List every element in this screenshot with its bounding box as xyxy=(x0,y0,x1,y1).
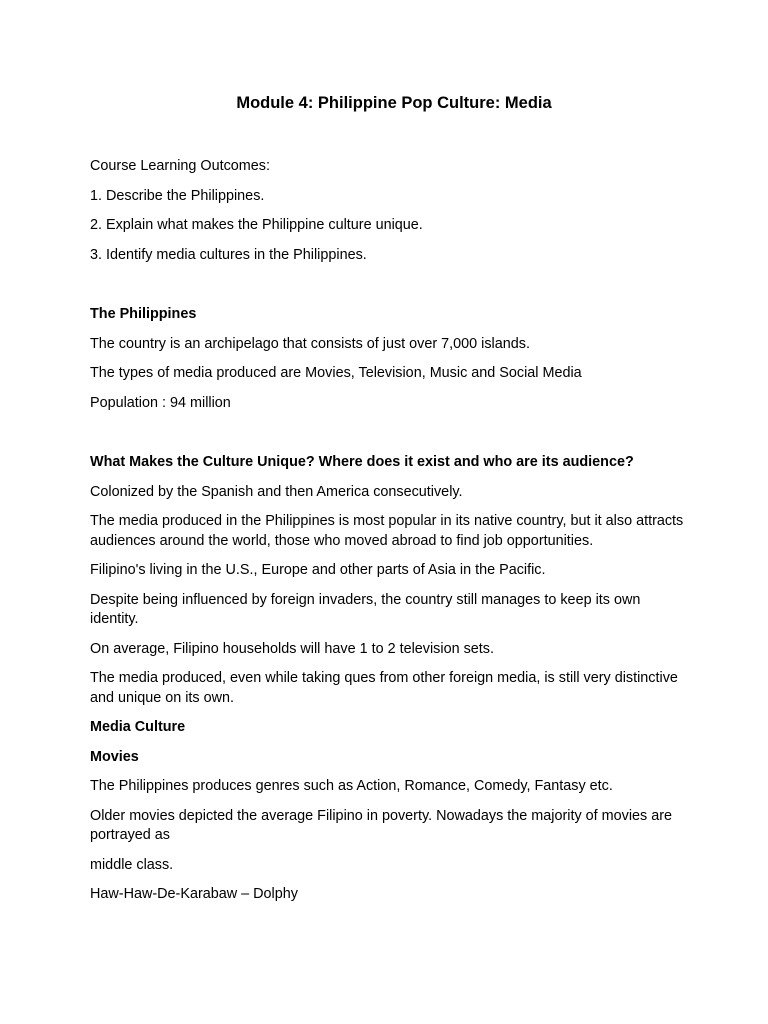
outcome-item: 1. Describe the Philippines. xyxy=(90,187,265,204)
culture-unique-section xyxy=(90,453,690,708)
paragraph: Older movies depicted the average Filipino in poverty. Nowadays the majority of movies are portrayed as xyxy=(90,807,673,843)
paragraph: The types of media produced are Movies, Television, Music and Social Media xyxy=(90,365,582,381)
section-heading: Media Culture xyxy=(90,719,186,735)
media-culture-section xyxy=(90,718,690,905)
paragraph: Population : 94 million xyxy=(90,394,231,411)
outcome-item: 2. Explain what makes the Philippine culture unique. xyxy=(90,217,423,233)
document-body xyxy=(90,93,690,915)
paragraph: The country is an archipelago that consists of just over 7,000 islands. xyxy=(90,335,530,352)
paragraph: The Philippines produces genres such as Action, Romance, Comedy, Fantasy etc. xyxy=(90,778,613,794)
paragraph: The media produced in the Philippines is most popular in its native country, but it also attracts audiences around the world, those who moved abroad to find job opportunities. xyxy=(90,513,684,549)
outcomes-heading: Course Learning Outcomes: xyxy=(90,158,270,174)
paragraph: On average, Filipino households will have 1 to 2 television sets. xyxy=(90,640,494,657)
paragraph: The media produced, even while taking ques from other foreign media, is still very distinctive and unique on its own. xyxy=(90,670,678,706)
page-title: Module 4: Philippine Pop Culture: Media xyxy=(236,94,552,112)
subsection-heading: Movies xyxy=(90,748,139,765)
section-heading: The Philippines xyxy=(90,306,197,322)
section-heading: What Makes the Culture Unique? Where does it exist and who are its audience? xyxy=(90,454,634,470)
paragraph: Despite being influenced by foreign invaders, the country still manages to keep its own identity. xyxy=(90,591,641,627)
paragraph: middle class. xyxy=(90,856,174,873)
philippines-section xyxy=(90,305,690,413)
outcome-item: 3. Identify media cultures in the Philippines. xyxy=(90,246,367,263)
paragraph: Colonized by the Spanish and then America consecutively. xyxy=(90,483,463,500)
paragraph: Filipino's living in the U.S., Europe and other parts of Asia in the Pacific. xyxy=(90,562,546,578)
paragraph: Haw-Haw-De-Karabaw – Dolphy xyxy=(90,886,298,902)
learning-outcomes-section xyxy=(90,157,690,265)
